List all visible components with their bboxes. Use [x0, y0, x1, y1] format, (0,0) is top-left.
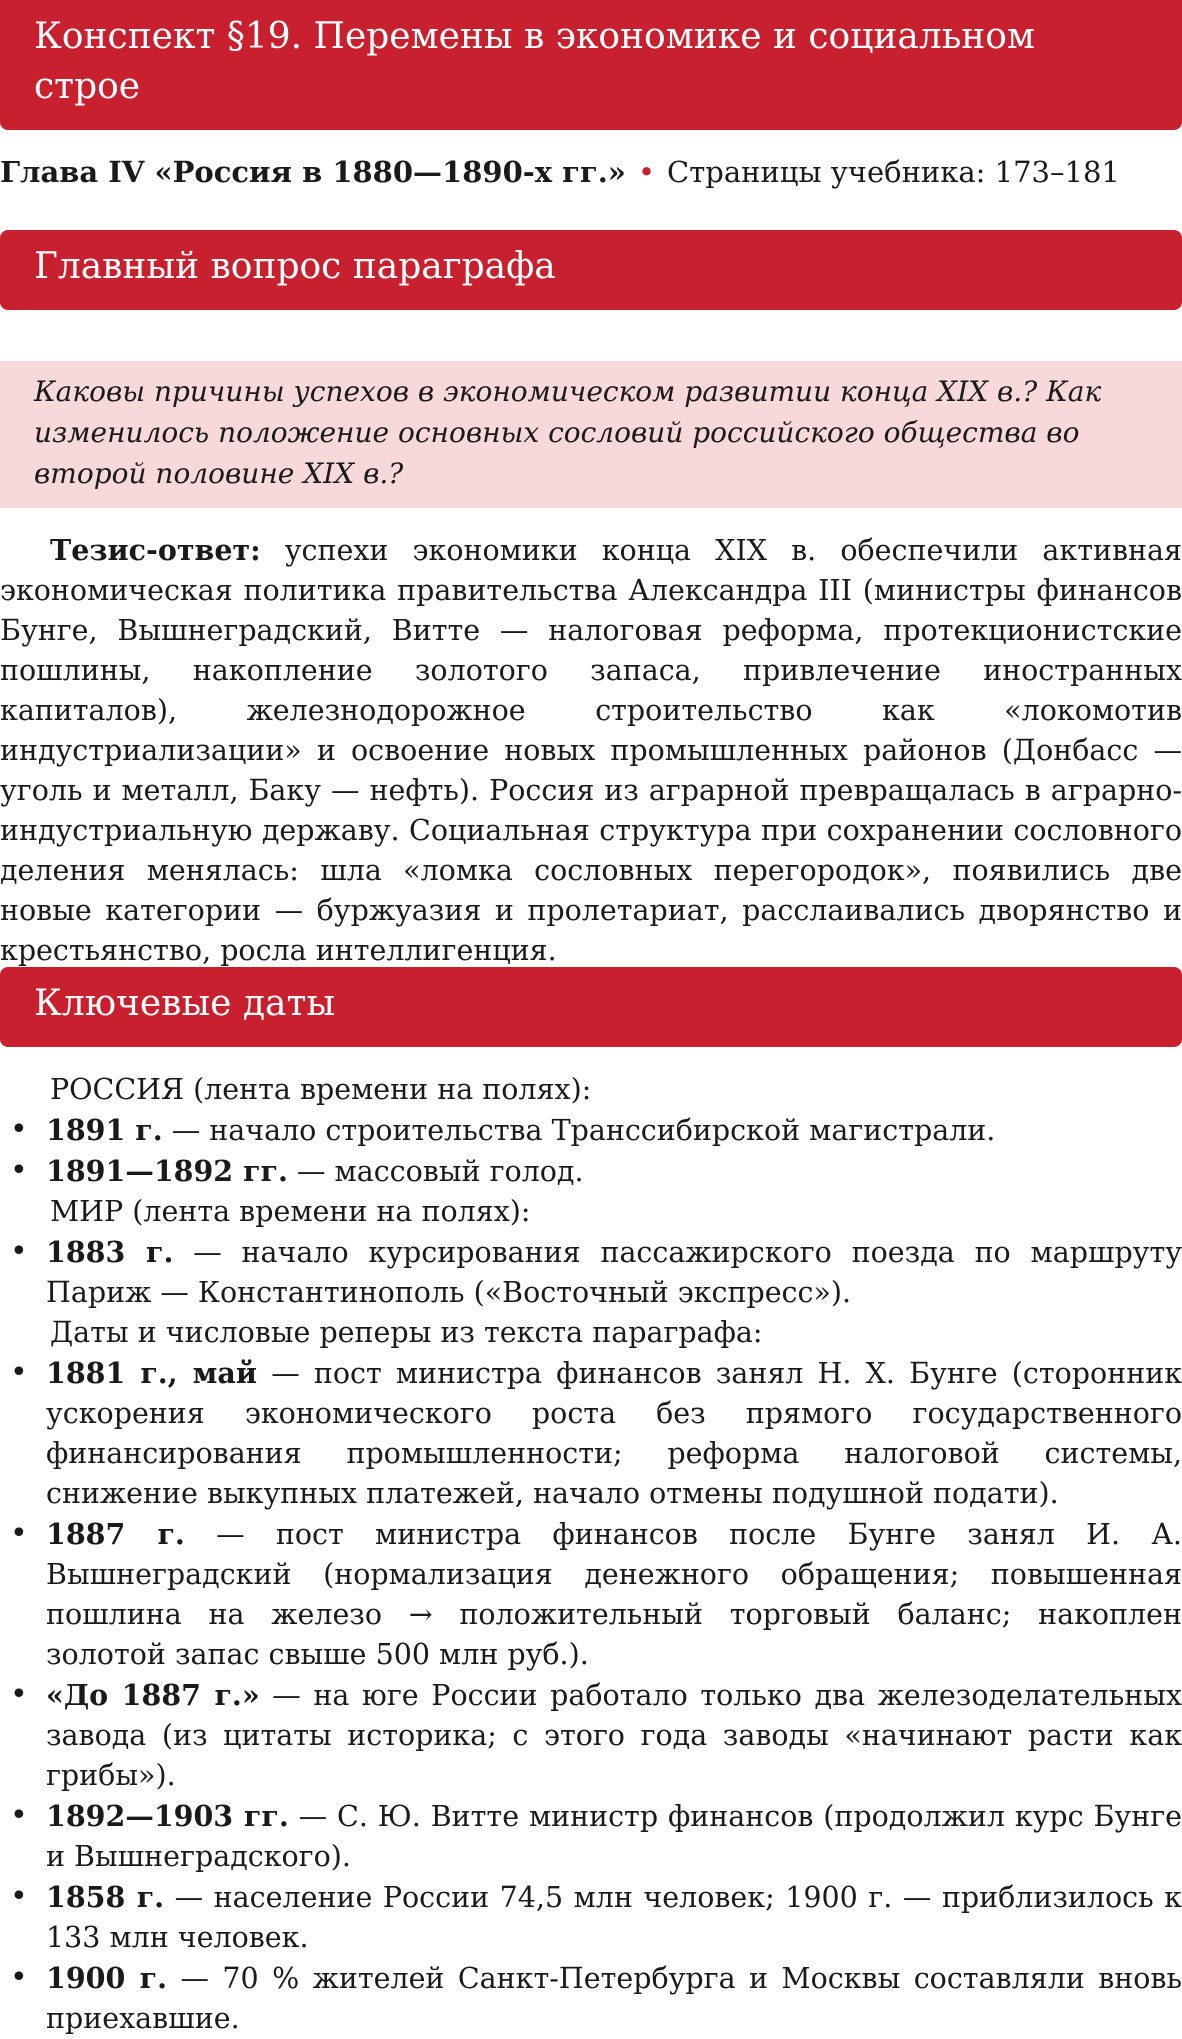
- key-dates-heading: Ключевые даты: [34, 983, 336, 1024]
- date-text: — 70 % жителей Санкт-Петербурга и Москвы составляли вновь приехавшие.: [46, 1962, 1182, 2035]
- main-question-heading: Главный вопрос параграфа: [34, 246, 556, 287]
- list-item: [0, 1514, 1182, 1675]
- date-text: — население России 74,5 млн человек; 1900 г. — приблизилось к 133 млн человек.: [46, 1881, 1182, 1954]
- main-question-box: [0, 361, 1182, 508]
- date-label: 1883 г.: [46, 1235, 174, 1269]
- date-label: 1887 г.: [46, 1517, 185, 1551]
- world-timeline-heading: МИР (лента времени на полях):: [50, 1195, 531, 1228]
- list-item: [0, 1958, 1182, 2039]
- date-text: — на юге России работало только два железоделательных завода (из цитаты историка; с этого года заводы «начинают расти как грибы»).: [46, 1679, 1182, 1792]
- text-dates-heading: Даты и числовые реперы из текста параграфа:: [50, 1316, 763, 1349]
- list-item: [0, 1232, 1182, 1313]
- key-dates-banner: [0, 967, 1182, 1047]
- text-dates-list: [0, 1353, 1182, 2039]
- chapter-label: Глава IV «Россия в 1880—1890-х гг.»: [0, 155, 626, 189]
- date-label: «До 1887 г.»: [46, 1678, 260, 1712]
- date-text: — пост министра финансов занял Н. Х. Бунге (сторонник ускорения экономического роста без прямого государственного финансирования промышленности; реформа налоговой системы, снижение выкупных платежей, начало отмены подушной подати).: [46, 1357, 1182, 1510]
- list-item: [0, 1796, 1182, 1877]
- date-text: — начало курсирования пассажирского поезда по маршруту Париж — Константинополь («Восточный экспресс»).: [46, 1236, 1182, 1309]
- russia-timeline-heading: РОССИЯ (лента времени на полях):: [50, 1073, 592, 1106]
- russia-dates-list: [0, 1110, 1182, 1192]
- bullet-icon: •: [637, 155, 656, 189]
- thesis-answer: [0, 530, 1182, 971]
- world-dates-list: [0, 1232, 1182, 1313]
- thesis-label: Тезис-ответ:: [50, 533, 261, 567]
- main-question-banner: [0, 230, 1182, 310]
- thesis-text: успехи экономики конца XIX в. обеспечили активная экономическая политика правительства Александра III (министры финансов Бунге, Вышнеградский, Витте — налоговая реформа, протекционистские пошлины, накопление золотого запаса, привлечение иностранных капиталов), железнодорожное строительство как «локомотив индустриализации» и освоение новых промышленных районов (Донбасс — уголь и металл, Баку — нефть). Россия из аграрной превращалась в аграрно-индустриальную державу. Социальная структура при сохранении сословного деления менялась: шла «ломка сословных перегородок», появились две новые категории — буржуазия и пролетариат, расслаивались дворянство и крестьянство, росла интеллигенция.: [0, 534, 1182, 967]
- date-label: 1892—1903 гг.: [46, 1799, 289, 1833]
- date-label: 1891 г.: [46, 1113, 163, 1147]
- date-label: 1900 г.: [46, 1961, 168, 1995]
- date-label: 1858 г.: [46, 1880, 165, 1914]
- date-text: — С. Ю. Витте министр финансов (продолжил курс Бунге и Вышнеградского).: [46, 1800, 1182, 1873]
- list-item: [0, 1877, 1182, 1958]
- list-item: [0, 1110, 1182, 1151]
- date-text: — пост министра финансов после Бунге занял И. А. Вышнеградский (нормализация денежного обращения; повышенная пошлина на железо → положительный торговый баланс; накоплен золотой запас свыше 500 млн руб.).: [46, 1518, 1182, 1671]
- date-text: — массовый голод.: [287, 1155, 584, 1188]
- page-title: Конспект §19. Перемены в экономике и социальном строе: [34, 16, 1035, 107]
- date-text: — начало строительства Транссибирской магистрали.: [162, 1114, 996, 1147]
- date-label: 1881 г., май: [46, 1356, 258, 1390]
- textbook-pages: Страницы учебника: 173–181: [667, 155, 1120, 189]
- list-item: [0, 1675, 1182, 1796]
- list-item: [0, 1353, 1182, 1514]
- title-banner: [0, 0, 1182, 130]
- date-label: 1891—1892 гг.: [46, 1154, 288, 1188]
- key-dates-section: [0, 1070, 1182, 2039]
- main-question-text: Каковы причины успехов в экономическом развитии конца XIX в.? Как изменилось положение основных сословий российского общества во второй половине XIX в.?: [34, 375, 1102, 490]
- chapter-line: [0, 152, 1182, 192]
- list-item: [0, 1151, 1182, 1192]
